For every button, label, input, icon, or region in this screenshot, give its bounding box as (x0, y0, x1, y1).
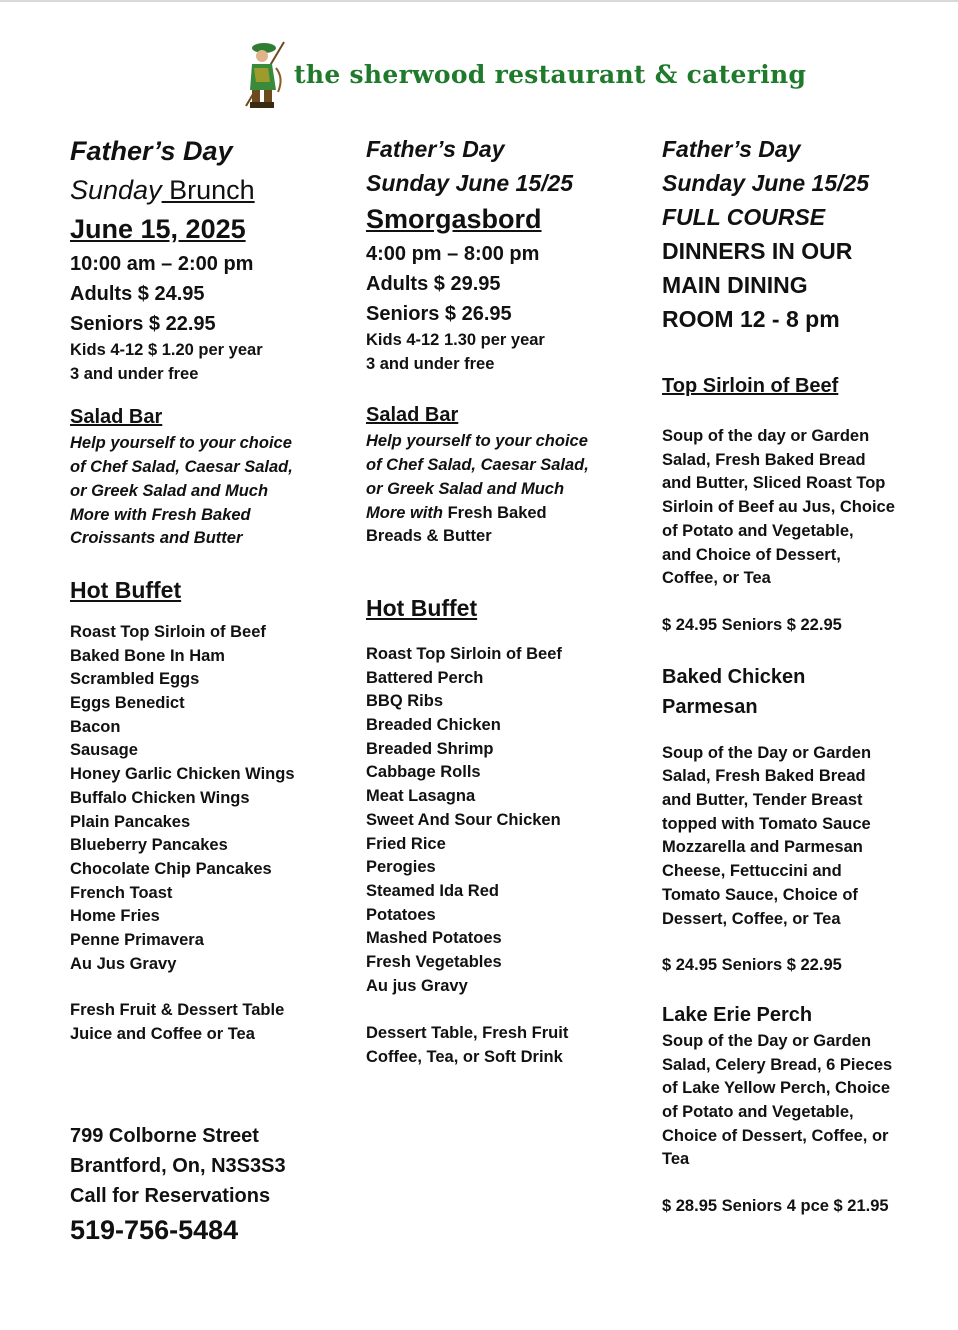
smorgasbord-salad-line: Breads & Butter (366, 527, 492, 546)
dish-line: Tomato Sauce, Choice of (662, 885, 858, 904)
brunch-title: Father’s Day (70, 136, 233, 166)
brunch-salad-line: More with Fresh Baked (70, 505, 251, 524)
salad-text-plain: Fresh Baked (447, 503, 547, 522)
dish-description (662, 1030, 942, 1172)
address-block (70, 1121, 340, 1249)
list-item: Eggs Benedict (70, 694, 185, 713)
smorgasbord-free-note: 3 and under free (366, 354, 495, 373)
brunch-column (70, 132, 340, 1249)
list-item: Blueberry Pancakes (70, 836, 228, 855)
list-item: Dessert Table, Fresh Fruit (366, 1024, 569, 1043)
brunch-salad-line: Help yourself to your choice (70, 434, 292, 453)
dish-heading: Parmesan (662, 695, 758, 718)
list-item: Mashed Potatoes (366, 929, 502, 948)
list-item: Fried Rice (366, 834, 446, 853)
archer-logo-icon (240, 38, 288, 110)
dish-line: Salad, Fresh Baked Bread (662, 767, 866, 786)
list-item: Cabbage Rolls (366, 763, 481, 782)
list-item: Plain Pancakes (70, 812, 191, 831)
list-item: Fresh Vegetables (366, 953, 502, 972)
list-item: Penne Primavera (70, 931, 204, 950)
dish-line: Choice of Dessert, Coffee, or (662, 1126, 889, 1145)
brunch-hot-list (70, 621, 340, 977)
brunch-salad-line: or Greek Salad and Much (70, 481, 269, 500)
smorgasbord-title: Father’s Day (366, 136, 505, 162)
dish-line: Coffee, or Tea (662, 569, 771, 588)
list-item: Buffalo Chicken Wings (70, 788, 250, 807)
brunch-subtitle-type: Brunch (161, 175, 255, 205)
list-item: BBQ Ribs (366, 692, 444, 711)
dinner-full-course: FULL COURSE (662, 204, 826, 230)
smorgasbord-salad-line: of Chef Salad, Caesar Salad, (366, 456, 589, 475)
list-item: Potatoes (366, 905, 436, 924)
list-item: Meat Lasagna (366, 787, 476, 806)
phone-number: 519-756-5484 (70, 1214, 239, 1245)
list-item: Chocolate Chip Pancakes (70, 859, 272, 878)
list-item: Scrambled Eggs (70, 670, 200, 689)
brunch-hot-heading: Hot Buffet (70, 576, 182, 603)
address-street: 799 Colborne Street (70, 1124, 259, 1147)
smorgasbord-salad-line (366, 502, 636, 526)
dish-line: Tea (662, 1150, 690, 1169)
dish-line: of Potato and Vegetable, (662, 1103, 854, 1122)
dish-line: Cheese, Fettuccini and (662, 862, 842, 881)
dinner-line: ROOM 12 - 8 pm (662, 306, 840, 332)
dish-line: and Choice of Dessert, (662, 545, 841, 564)
list-item: Home Fries (70, 907, 160, 926)
dinner-line: MAIN DINING (662, 272, 808, 298)
dish-line: topped with Tomato Sauce (662, 814, 871, 833)
brunch-subtitle (70, 171, 340, 210)
dish-line: and Butter, Tender Breast (662, 791, 863, 810)
dish-line: of Lake Yellow Perch, Choice (662, 1079, 891, 1098)
dinner-title: Father’s Day (662, 136, 801, 162)
smorgasbord-hot-heading: Hot Buffet (366, 594, 478, 621)
dish-price: $ 28.95 Seniors 4 pce $ 21.95 (662, 1197, 889, 1216)
smorgasbord-date: Sunday June 15/25 (366, 170, 574, 196)
dish-line: Dessert, Coffee, or Tea (662, 909, 841, 928)
dish-line: Soup of the Day or Garden (662, 743, 872, 762)
list-item: Honey Garlic Chicken Wings (70, 765, 295, 784)
smorgasbord-kids-price: Kids 4-12 1.30 per year (366, 331, 545, 349)
brunch-kids-price: Kids 4-12 $ 1.20 per year (70, 341, 263, 359)
smorgasbord-salad-line: Help yourself to your choice (366, 432, 588, 451)
brunch-salad-line: Croissants and Butter (70, 529, 243, 548)
brand-name: the sherwood restaurant & catering (294, 59, 807, 89)
smorgasbord-extras (366, 1022, 636, 1069)
dish-line: Sirloin of Beef au Jus, Choice (662, 498, 895, 517)
dish-line: and Butter, Sliced Roast Top (662, 474, 886, 493)
dish-description (662, 425, 942, 591)
dish-heading: Lake Erie Perch (662, 1003, 813, 1026)
list-item: Au Jus Gravy (70, 954, 177, 973)
list-item: Steamed Ida Red (366, 881, 499, 900)
dish-description (662, 742, 942, 932)
list-item: Breaded Chicken (366, 716, 501, 735)
list-item: Baked Bone In Ham (70, 646, 225, 665)
brunch-adults-price: Adults $ 24.95 (70, 283, 205, 305)
brunch-seniors-price: Seniors $ 22.95 (70, 313, 216, 335)
brunch-free-note: 3 and under free (70, 364, 199, 383)
brunch-salad-line: of Chef Salad, Caesar Salad, (70, 458, 293, 477)
list-item: Sweet And Sour Chicken (366, 810, 561, 829)
list-item: Breaded Shrimp (366, 739, 494, 758)
dish-line: Salad, Fresh Baked Bread (662, 450, 866, 469)
list-item: Battered Perch (366, 668, 484, 687)
dish-heading: Baked Chicken (662, 665, 806, 688)
brunch-date: June 15, 2025 (70, 214, 246, 244)
list-item: Roast Top Sirloin of Beef (70, 622, 266, 641)
dish-line: Soup of the day or Garden (662, 427, 870, 445)
dish-line: Soup of the Day or Garden (662, 1031, 872, 1050)
dish-line: Salad, Celery Bread, 6 Pieces (662, 1055, 893, 1074)
dish-price: $ 24.95 Seniors $ 22.95 (662, 956, 842, 975)
salad-text-italic: More with (366, 503, 448, 522)
page-top-line (0, 0, 958, 2)
smorgasbord-seniors-price: Seniors $ 26.95 (366, 303, 512, 325)
dinner-column (662, 132, 942, 1219)
list-item: Juice and Coffee or Tea (70, 1025, 255, 1044)
list-item: Bacon (70, 717, 121, 736)
brunch-extras (70, 999, 340, 1046)
brunch-salad-heading: Salad Bar (70, 406, 163, 429)
smorgasbord-hot-list (366, 643, 636, 999)
smorgasbord-column (366, 132, 636, 1070)
list-item: Roast Top Sirloin of Beef (366, 644, 562, 663)
brunch-subtitle-day: Sunday (70, 175, 162, 205)
smorgasbord-time: 4:00 pm – 8:00 pm (366, 243, 540, 265)
dish-heading: Top Sirloin of Beef (662, 375, 839, 397)
address-city: Brantford, On, N3S3S3 (70, 1154, 286, 1177)
list-item: Perogies (366, 858, 436, 877)
dish-line: Mozzarella and Parmesan (662, 838, 863, 857)
brunch-time: 10:00 am – 2:00 pm (70, 253, 254, 275)
list-item: Sausage (70, 741, 138, 760)
smorgasbord-salad-line: or Greek Salad and Much (366, 479, 565, 498)
reservations-label: Call for Reservations (70, 1184, 271, 1207)
header (240, 38, 806, 110)
smorgasbord-adults-price: Adults $ 29.95 (366, 273, 501, 295)
smorgasbord-heading: Smorgasbord (366, 204, 542, 234)
list-item: Coffee, Tea, or Soft Drink (366, 1048, 563, 1067)
dish-line: of Potato and Vegetable, (662, 521, 854, 540)
list-item: Au jus Gravy (366, 976, 468, 995)
dinner-date: Sunday June 15/25 (662, 170, 870, 196)
smorgasbord-salad-heading: Salad Bar (366, 404, 459, 427)
list-item: French Toast (70, 883, 173, 902)
dinner-line: DINNERS IN OUR (662, 238, 853, 264)
list-item: Fresh Fruit & Dessert Table (70, 1001, 285, 1020)
dish-price: $ 24.95 Seniors $ 22.95 (662, 615, 842, 634)
